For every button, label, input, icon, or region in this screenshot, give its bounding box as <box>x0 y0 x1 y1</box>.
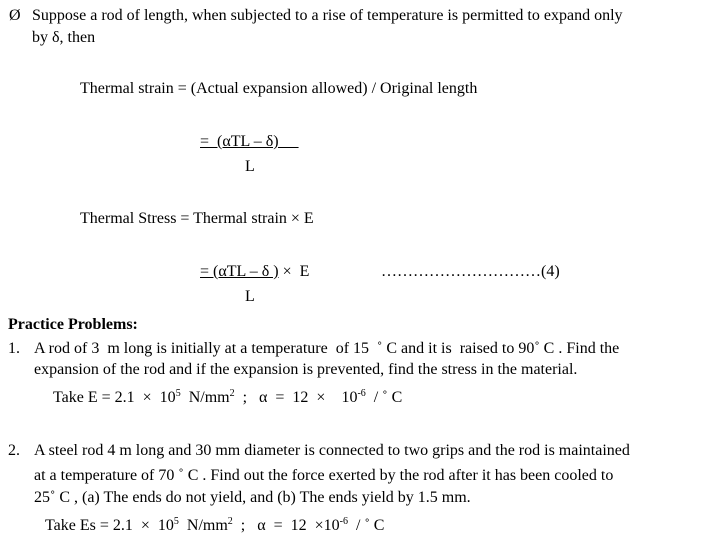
thermal-strain-denominator: L <box>245 158 255 175</box>
problem-2-line-1: A steel rod 4 m long and 30 mm diameter is connected to two grips and the rod is maintained <box>34 442 630 459</box>
bullet-arrow-icon: Ø <box>9 7 21 24</box>
intro-line-1: Suppose a rod of length, when subjected to a rise of temperature is permitted to expand only <box>32 7 623 24</box>
equation-reference: …………………………(4) <box>381 263 560 280</box>
problem-2-line-2: at a temperature of 70 ˚ C . Find out the force exerted by the rod after it has been cooled to <box>34 467 614 484</box>
thermal-stress-numerator: = (αTL – δ ) <box>200 263 279 280</box>
thermal-stress-definition: Thermal Stress = Thermal strain × E <box>80 210 314 227</box>
thermal-strain-definition: Thermal strain = (Actual expansion allowed) / Original length <box>80 80 478 97</box>
problem-1-line-1: A rod of 3 m long is initially at a temperature of 15 ˚ C and it is raised to 90˚ C . Find the <box>34 340 620 357</box>
problem-2-number: 2. <box>8 442 20 459</box>
problem-1-number: 1. <box>8 340 20 357</box>
thermal-strain-numerator: = (αTL – δ) <box>200 133 299 150</box>
practice-heading: Practice Problems: <box>8 316 138 333</box>
problem-2-line-3: 25˚ C , (a) The ends do not yield, and (b) The ends yield by 1.5 mm. <box>34 489 471 506</box>
thermal-stress-times-e: × E <box>278 263 310 280</box>
problem-1-given-values: Take $E = 2.1 \times 10^5$ $N/mm^2$ ; α = 12 × $10^{-6}$ / ˚ C <box>53 388 403 406</box>
problem-2-given-values: Take $Es = 2.1 \times 10^5$ $N/mm^2$ ; $\alpha = 12 \times 10^{-6}$ / ˚ C <box>45 516 385 534</box>
thermal-stress-denominator: L <box>245 288 255 305</box>
intro-line-2: by δ, then <box>32 29 96 46</box>
problem-1-line-2: expansion of the rod and if the expansion is prevented, find the stress in the material. <box>34 361 578 378</box>
thermal-stress-equation <box>200 262 309 282</box>
